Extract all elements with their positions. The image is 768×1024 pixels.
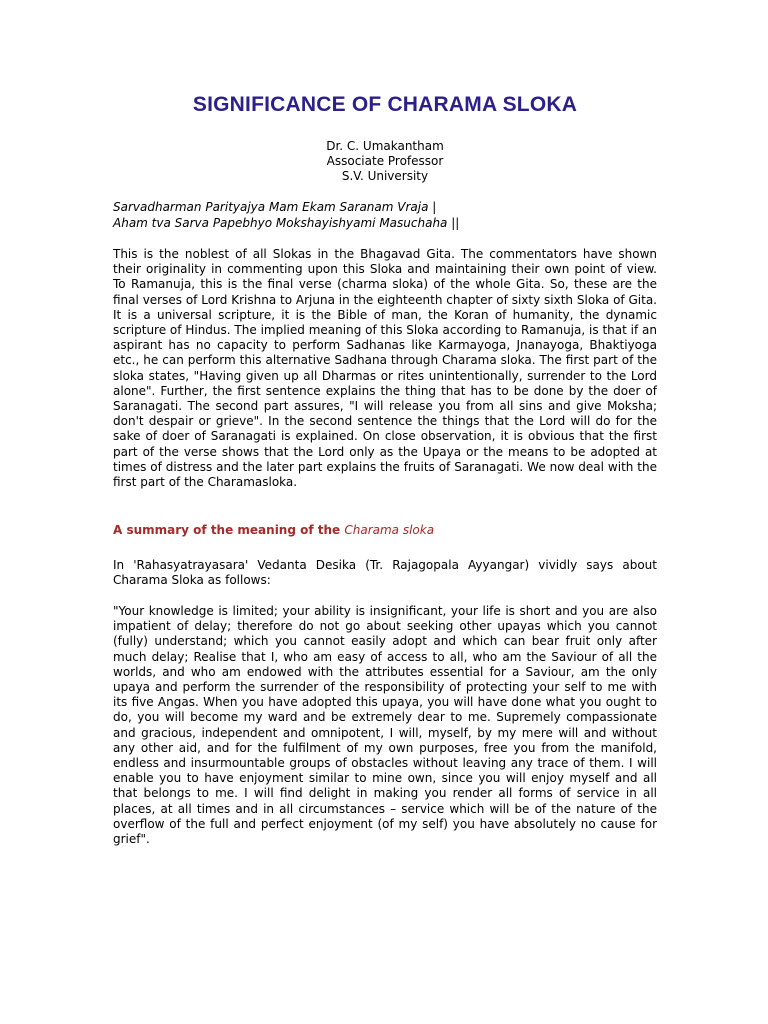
quotation-paragraph: "Your knowledge is limited; your ability is insignificant, your life is short and you are also impatient of delay; therefore do not go about seeking other upayas which you cannot (fully) understand; which you cannot easily adopt and which can bear fruit only after much delay; Realise that I, who am easy of access to all, who am the Saviour of all the worlds, and who am endowed with the attributes essential for a Saviour, am the only upaya and perform the surrender of the responsibility of protecting your self to me with its five Angas. When you have adopted this upaya, you will have done what you ought to do, you will become my ward and be extremely dear to me. Supremely compassionate and gracious, independent and omnipotent, I will, myself, by my mere will and without any other aid, and for the fulfilment of my own purposes, free you from the manifold, endless and insurmountable groups of obstacles without leaving any trace of them. I will enable you to have enjoyment similar to mine own, since you will enjoy myself and all that belongs to me. I will find delight in making you render all forms of service in all places, at all times and in all circumstances – service which will be of the nature of the overflow of the full and perfect enjoyment (of my self) you have absolutely no cause for grief".: [113, 604, 657, 847]
intro-paragraph: This is the noblest of all Slokas in the Bhagavad Gita. The commentators have shown their originality in commenting upon this Sloka and maintaining their own point of view. To Ramanuja, this is the final verse (charma sloka) of the whole Gita. So, these are the final verses of Lord Krishna to Arjuna in the eighteenth chapter of sixty sixth Sloka of Gita. It is a universal scripture, it is the Bible of man, the Koran of humanity, the dynamic scripture of Hindus. The implied meaning of this Sloka according to Ramanuja, is that if an aspirant has no capacity to perform Sadhanas like Karmayoga, Jnanayoga, Bhaktiyoga etc., he can perform this alternative Sadhana through Charama sloka. The first part of the sloka states, "Having given up all Dharmas or rites unintentionally, surrender to the Lord alone". Further, the first sentence explains the thing that has to be done by the doer of Saranagati. The second part assures, "I will release you from all sins and give Moksha; don't despair or grieve". In the second sentence the things that the Lord will do for the sake of doer of Saranagati is explained. On close observation, it is obvious that the first part of the verse shows that the Lord only as the Upaya or the means to be adopted at times of distress and the later part explains the fruits of Saranagati. We now deal with the first part of the Charamasloka.: [113, 247, 657, 490]
section-heading-emphasis: Charama sloka: [344, 523, 435, 537]
sloka-verse: [113, 199, 657, 231]
section-heading-text: A summary of the meaning of the: [113, 523, 345, 537]
author-institution: S.V. University: [341, 169, 429, 183]
page-title: SIGNIFICANCE OF CHARAMA SLOKA: [192, 93, 578, 116]
author-name: Dr. C. Umakantham: [326, 139, 444, 153]
verse-line-2: Aham tva Sarva Papebhyo Mokshayishyami Masuchaha ||: [113, 216, 460, 230]
summary-intro-paragraph: In 'Rahasyatrayasara' Vedanta Desika (Tr. Rajagopala Ayyangar) vividly says about Charama Sloka as follows:: [113, 558, 657, 588]
author-block: [113, 139, 657, 184]
section-heading: [113, 523, 434, 537]
author-position: Associate Professor: [326, 154, 444, 168]
verse-line-1: Sarvadharman Parityajya Mam Ekam Saranam Vraja |: [113, 200, 437, 214]
